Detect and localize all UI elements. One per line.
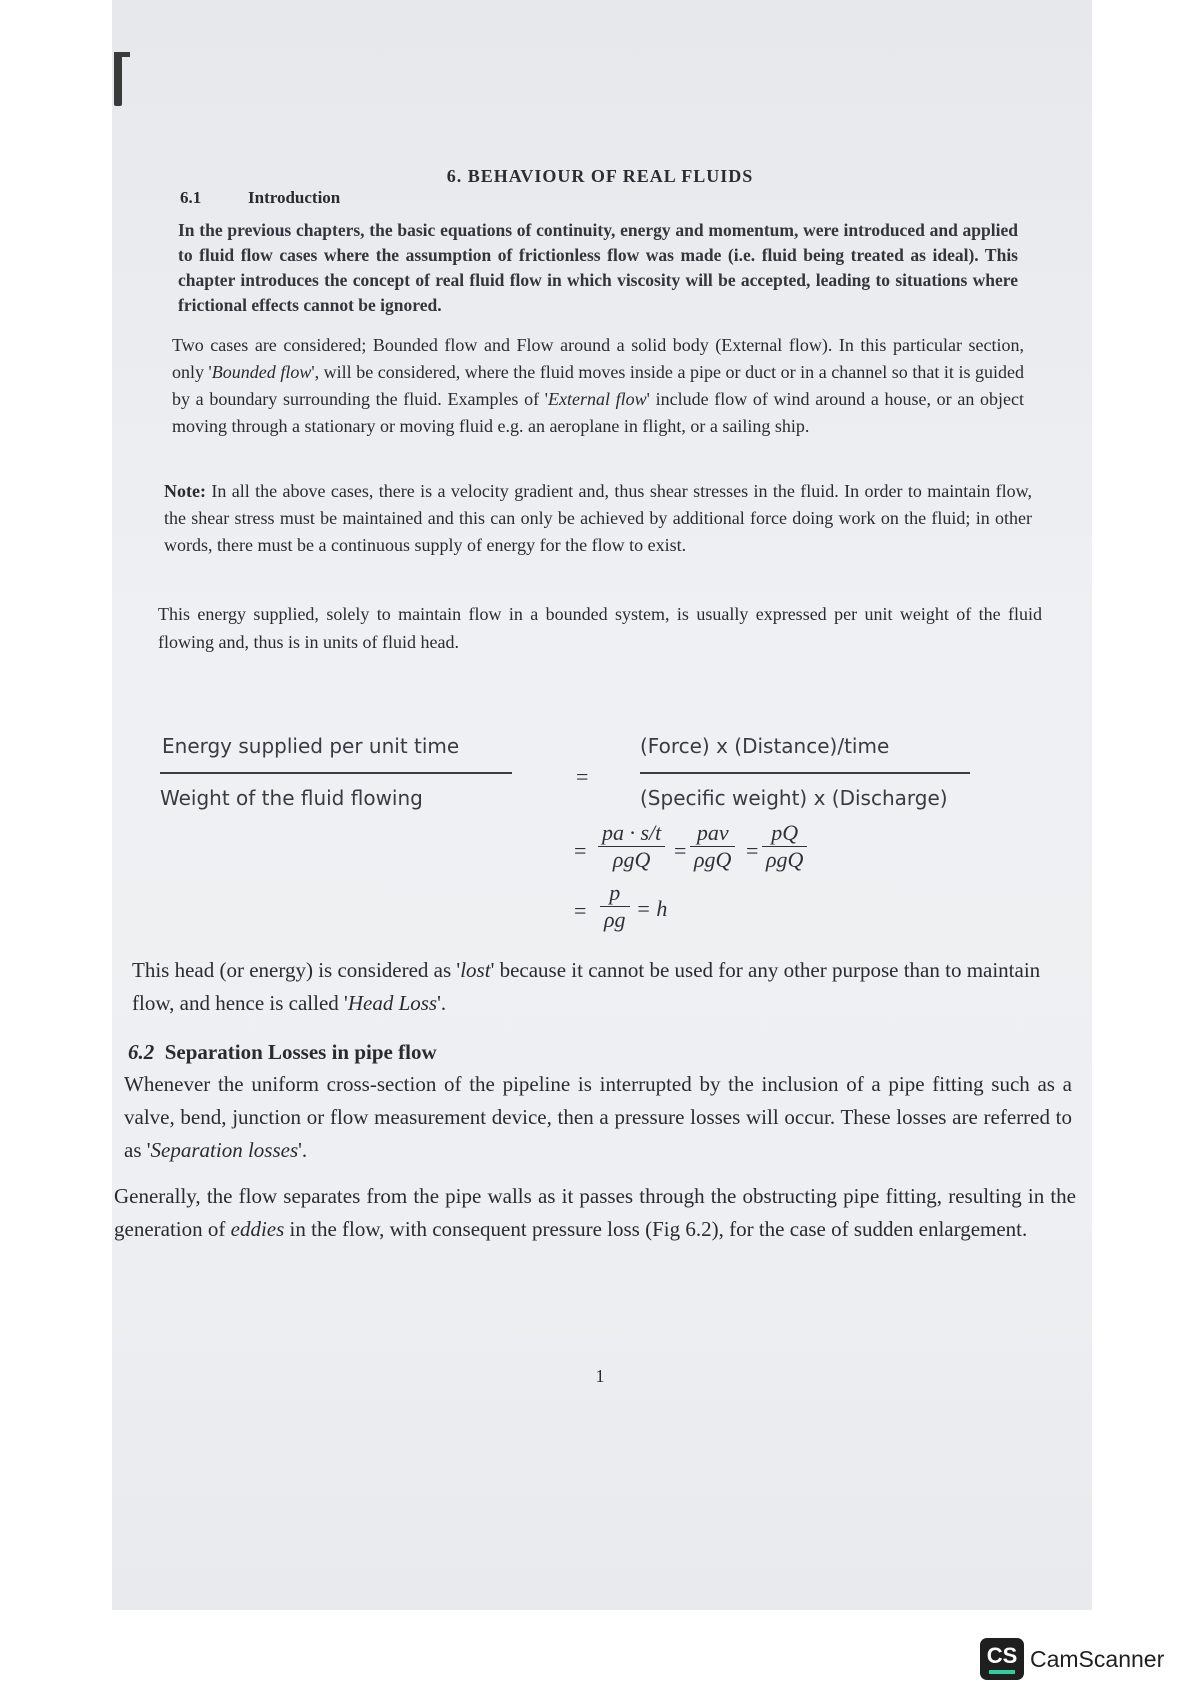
eq-lhs-numerator: Energy supplied per unit time — [162, 734, 460, 758]
eq-equals-sign: = — [576, 764, 589, 789]
eq-step2-num: p — [600, 880, 630, 907]
eq-step1-den1: ρgQ — [612, 847, 651, 872]
camscanner-brand: CamScanner — [1030, 1646, 1165, 1672]
eq-step2-equals: = — [574, 898, 587, 923]
cases-text-3: ' include flow of wind around a house, or an object moving through a stationary or moving fluid e.g. an aeroplane in flight, or a sailing ship. — [172, 389, 1024, 436]
head-loss-text-1: This head (or energy) is considered as ' — [132, 958, 461, 982]
section2-number: 6.2 — [128, 1040, 155, 1064]
separation-paragraph — [124, 1068, 1072, 1167]
note-label: Note: — [164, 481, 206, 501]
eq-step2-den: ρg — [604, 907, 626, 932]
bounded-flow-term: Bounded flow — [211, 362, 312, 382]
eq-rhs-denominator: (Specific weight) x (Discharge) — [640, 786, 948, 810]
eq-rhs-numerator: (Force) x (Distance)/time — [640, 734, 890, 758]
head-loss-text-2: ' because it cannot be used for any other purpose than to maintain flow, and hence is called ' — [132, 958, 1041, 1015]
eq-step1-den2: ρgQ — [694, 847, 732, 872]
eddies-text-2: in the flow, with consequent pressure loss (Fig 6.2), for the case of sudden enlargement. — [284, 1217, 1028, 1241]
section-title: Introduction — [248, 188, 341, 207]
section2-title: Separation Losses in pipe flow — [164, 1040, 437, 1064]
eq-rhs-fraction-bar — [640, 772, 970, 774]
section-heading-intro — [180, 188, 340, 208]
note-paragraph — [164, 478, 1032, 559]
intro-paragraph: In the previous chapters, the basic equations of continuity, energy and momentum, were introduced and applied to fluid flow cases where the assumption of frictionless flow was made (i.e. fluid being treated as ideal). This chapter introduces the concept of real fluid flow in which viscosity will be accepted, leading to situations where frictional effects cannot be ignored. — [178, 220, 1018, 315]
head-loss-term: Head Loss — [347, 991, 438, 1015]
eq-step1-num1: pa · s/t — [598, 820, 665, 847]
binder-mark — [114, 52, 122, 106]
camscanner-logo-icon — [980, 1638, 1024, 1680]
note-text: In all the above cases, there is a velocity gradient and, thus shear stresses in the fluid. In order to maintain flow, the shear stress must be maintained and this can only be achieved by additional force doing work on the fluid; in other words, there must be a continuous supply of energy for the flow to exist. — [164, 481, 1032, 555]
eq-step1-den3: ρgQ — [766, 847, 804, 872]
cases-text-2: ', will be considered, where the fluid moves inside a pipe or duct or in a channel so that it is guided by a boundary surrounding the fluid. Examples of ' — [172, 362, 1024, 409]
external-flow-term: External flow — [548, 389, 647, 409]
eq-step1-fraction-2 — [690, 820, 735, 873]
eq-step1-equals-2: = — [674, 838, 687, 863]
binder-mark-tick — [114, 52, 130, 57]
separation-text-1: Whenever the uniform cross-section of the pipeline is interrupted by the inclusion of a pipe fitting such as a valve, bend, junction or flow measurement device, then a pressure losses will occur. These losses are referred to as ' — [124, 1072, 1072, 1162]
page-number: 1 — [595, 1366, 605, 1386]
separation-losses-term: Separation losses — [150, 1138, 299, 1162]
head-loss-text-3: '. — [437, 991, 447, 1015]
eddies-term: eddies — [230, 1217, 285, 1241]
head-loss-paragraph — [132, 954, 1072, 1020]
eq-step1-fraction-1 — [598, 820, 665, 873]
eq-step1-num2: pav — [690, 820, 735, 847]
eddies-text-1: Generally, the flow separates from the pipe walls as it passes through the obstructing pipe fitting, resulting in the generation of — [114, 1184, 1076, 1241]
chapter-title: 6. BEHAVIOUR OF REAL FLUIDS — [446, 166, 754, 186]
section-number: 6.1 — [180, 188, 202, 207]
eq-step1-num3: pQ — [762, 820, 807, 847]
eq-step1-fraction-3 — [762, 820, 807, 873]
eddies-paragraph — [114, 1180, 1076, 1246]
eq-step2-result: = h — [636, 896, 668, 921]
lost-term: lost — [460, 958, 491, 982]
separation-text-2: '. — [298, 1138, 308, 1162]
eq-step1-equals-3: = — [746, 838, 759, 863]
eq-step1-equals: = — [574, 838, 587, 863]
section-heading-separation — [128, 1040, 437, 1065]
cases-text-1: Two cases are considered; Bounded flow and Flow around a solid body (External flow). In this particular section, only ' — [172, 335, 1024, 382]
camscanner-logo-text: CS — [986, 1643, 1018, 1668]
eq-lhs-denominator: Weight of the fluid flowing — [160, 786, 423, 810]
eq-step2-fraction — [600, 880, 630, 933]
eq-lhs-fraction-bar — [160, 772, 512, 774]
energy-paragraph: This energy supplied, solely to maintain flow in a bounded system, is usually expressed per unit weight of the fluid flowing and, thus is in units of fluid head. — [158, 604, 1042, 652]
cases-paragraph — [172, 332, 1024, 440]
